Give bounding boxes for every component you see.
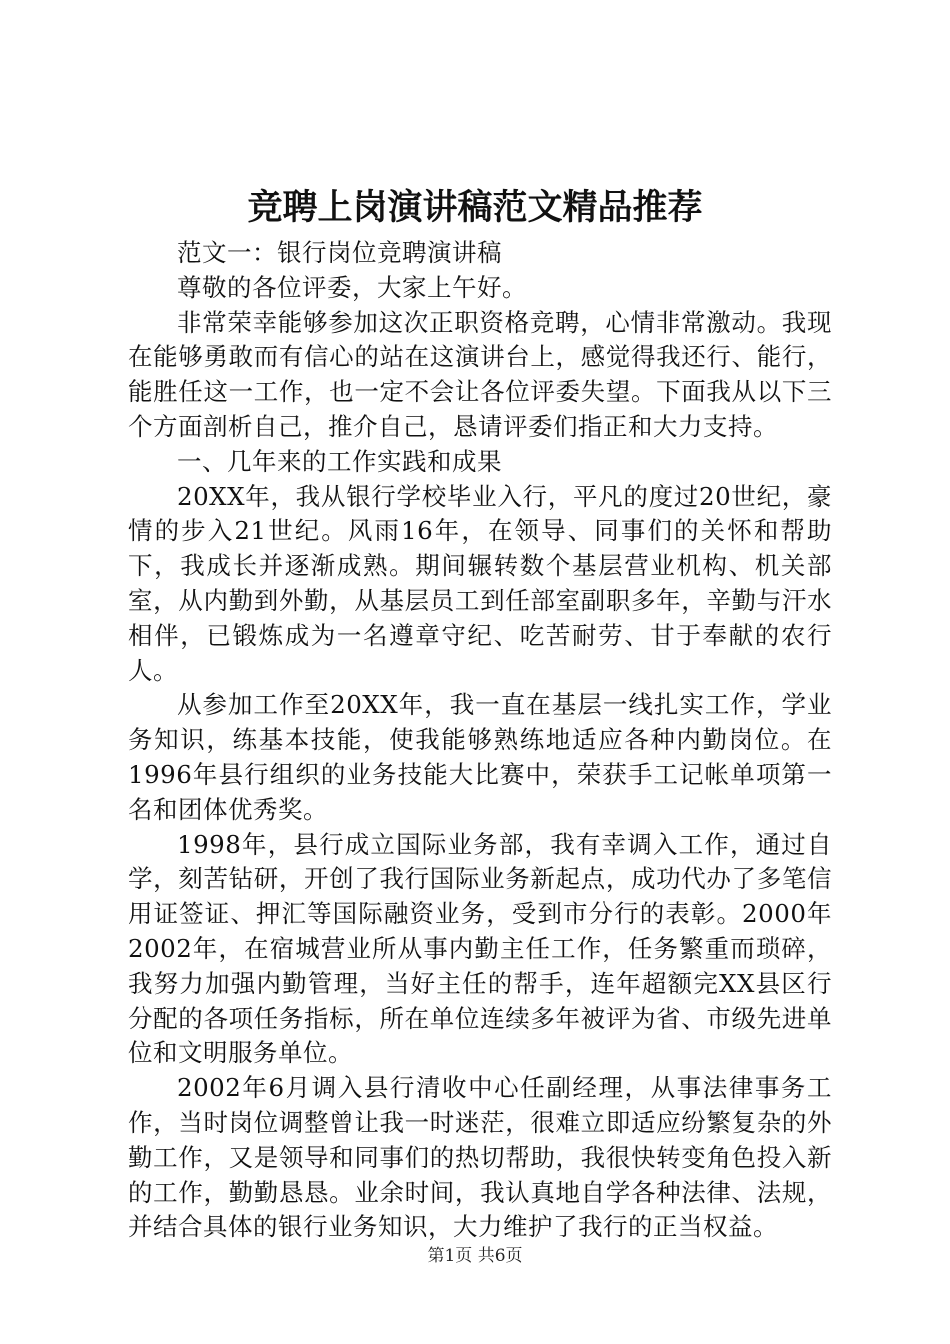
document-title: 竞聘上岗演讲稿范文精品推荐: [247, 187, 703, 228]
page-number-footer: 第1页 共6页: [427, 1246, 523, 1266]
paragraph-greeting: 尊敬的各位评委，大家上午好。: [177, 272, 527, 302]
section-heading: 一、几年来的工作实践和成果: [177, 446, 502, 476]
paragraph: 1998年，县行成立国际业务部，我有幸调入工作，通过自学，刻苦钻研，开创了我行国际业务新起点，成功代办了多笔信用证签证、押汇等国际融资业务，受到市分行的表彰。2000年2002年，在宿城营业所从事内勤主任工作，任务繁重而琐碎，我努力加强内勤管理，当好主任的帮手，连年超额完XX县区行分配的各项任务指标，所在单位连续多年被评为省、市级先进单位和文明服务单位。: [128, 829, 832, 1068]
paragraph: 2002年6月调入县行清收中心任副经理，从事法律事务工作，当时岗位调整曾让我一时迷茫，很难立即适应纷繁复杂的外勤工作，又是领导和同事们的热切帮助，我很快转变角色投入新的工作，勤勤恳恳。业余时间，我认真地自学各种法律、法规，并结合具体的银行业务知识，大力维护了我行的正当权益。: [128, 1073, 832, 1242]
paragraph: 从参加工作至20XX年，我一直在基层一线扎实工作，学业务知识，练基本技能，使我能够熟练地适应各种内勤岗位。在1996年县行组织的业务技能大比赛中，荣获手工记帐单项第一名和团体优秀奖。: [128, 690, 832, 824]
paragraph-subtitle: 范文一：银行岗位竞聘演讲稿: [177, 238, 502, 267]
document-body: [128, 236, 832, 1245]
paragraph: 20XX年，我从银行学校毕业入行，平凡的度过20世纪，豪情的步入21世纪。风雨16年，在领导、同事们的关怀和帮助下，我成长并逐渐成熟。期间辗转数个基层营业机构、机关部室，从内勤到外勤，从基层员工到任部室副职多年，辛勤与汗水相伴，已锻炼成为一名遵章守纪、吃苦耐劳、甘于奉献的农行人。: [128, 481, 832, 685]
paragraph-intro: 非常荣幸能够参加这次正职资格竞聘，心情非常激动。我现在能够勇敢而有信心的站在这演讲台上，感觉得我还行、能行，能胜任这一工作，也一定不会让各位评委失望。下面我从以下三个方面剖析自己，推介自己，恳请评委们指正和大力支持。: [128, 307, 832, 441]
